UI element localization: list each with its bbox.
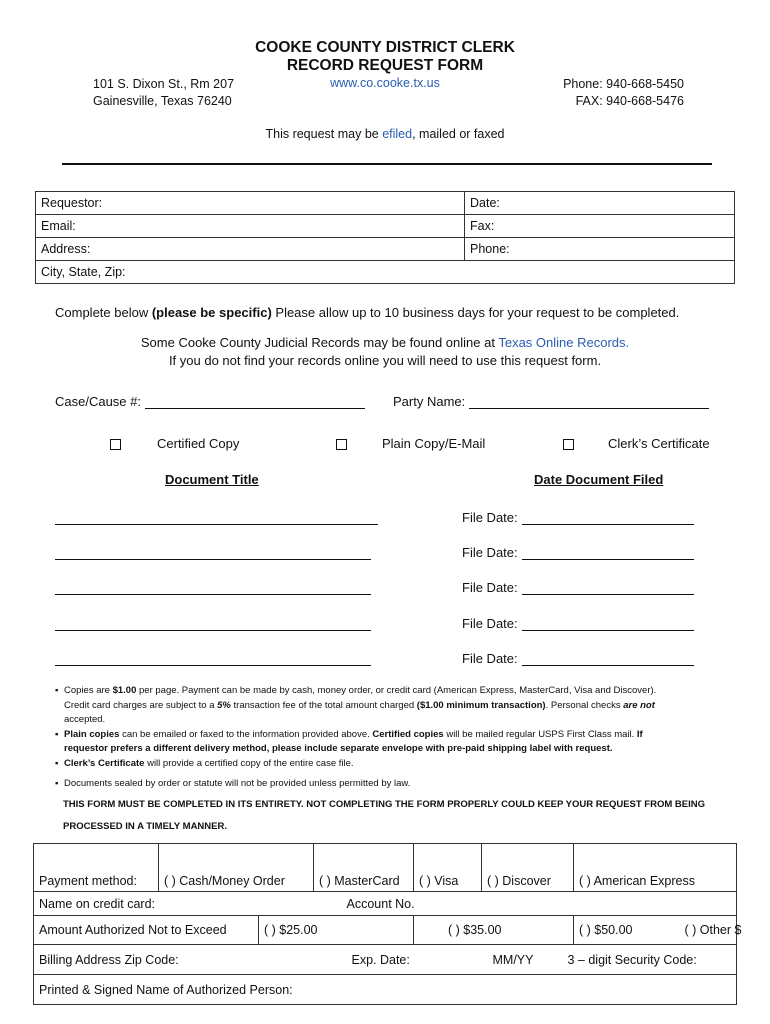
certified-copy-label: Certified Copy — [157, 436, 240, 451]
address-line2: Gainesville, Texas 76240 — [93, 94, 232, 108]
plain-copy-checkbox[interactable] — [336, 439, 347, 450]
note-copies: ▪ Copies are $1.00 per page. Payment can be made by cash, money order, or credit card (American Express, MasterCard, Visa and Discover). — [55, 685, 657, 696]
clerk-phone-fax — [563, 76, 684, 110]
phone-field[interactable]: Phone: — [465, 238, 735, 261]
contact-table — [35, 191, 735, 284]
date-filed-header: Date Document Filed — [534, 472, 664, 487]
file-date-field[interactable] — [462, 545, 694, 560]
mmyy-label: MM/YY — [492, 952, 534, 967]
payment-table — [33, 843, 742, 1005]
fax-field[interactable]: Fax: — [465, 215, 735, 238]
party-name-field[interactable] — [393, 394, 709, 409]
exp-date-label: Exp. Date: — [351, 952, 410, 967]
date-field[interactable]: Date: — [465, 192, 735, 215]
clerks-certificate-checkbox[interactable] — [563, 439, 574, 450]
security-code-label: 3 – digit Security Code: — [567, 952, 697, 967]
case-cause-field[interactable] — [55, 394, 365, 409]
note-sealed-documents: ▪ Documents sealed by order or statute will not be provided unless permitted by law. — [55, 778, 411, 789]
mastercard-option[interactable]: ( ) MasterCard — [314, 844, 414, 892]
billing-exp-security-row[interactable] — [34, 945, 737, 975]
american-express-option[interactable]: ( ) American Express — [574, 844, 737, 892]
efile-link[interactable]: efiled — [382, 127, 413, 141]
phone-number: Phone: 940-668-5450 — [563, 77, 684, 91]
header-divider — [62, 163, 712, 165]
efile-pre: This request may be — [265, 127, 383, 141]
cash-money-order-option[interactable]: ( ) Cash/Money Order — [159, 844, 314, 892]
requestor-field[interactable]: Requestor: — [36, 192, 465, 215]
authorized-signature-field[interactable]: Printed & Signed Name of Authorized Person: — [34, 975, 737, 1005]
fax-number: FAX: 940-668-5476 — [575, 94, 684, 108]
clerks-certificate-label: Clerk’s Certificate — [608, 436, 710, 451]
note-credit-charges: Credit card charges are subject to a 5% transaction fee of the total amount charged ($1.00 minimum transaction). Personal checks are not — [64, 699, 655, 711]
billing-zip-label: Billing Address Zip Code: — [39, 952, 179, 967]
file-date-blank[interactable] — [522, 580, 694, 595]
discover-option[interactable]: ( ) Discover — [482, 844, 574, 892]
online-line2: If you do not find your records online you will need to use this request form. — [168, 353, 602, 368]
file-date-field[interactable] — [462, 651, 694, 666]
document-title-blank[interactable] — [55, 665, 371, 666]
visa-option[interactable]: ( ) Visa — [414, 844, 482, 892]
complete-post: Please allow up to 10 business days for your request to be completed. — [271, 305, 680, 320]
account-number-label: Account No. — [346, 896, 415, 911]
address-field[interactable]: Address: — [36, 238, 465, 261]
note-plain-copies: ▪ Plain copies can be emailed or faxed to the information provided above. Certified copies will be mailed regular USPS First Class mail. If — [55, 728, 643, 740]
complete-pre: Complete below — [55, 305, 152, 320]
form-title-line1: COOKE COUNTY DISTRICT CLERK — [255, 39, 515, 56]
clerks-certificate-option[interactable] — [563, 436, 710, 451]
party-blank[interactable] — [469, 408, 709, 409]
amount-other-option[interactable]: ( ) Other $ — [684, 923, 742, 937]
file-date-blank[interactable] — [522, 651, 694, 666]
file-date-field[interactable] — [462, 510, 694, 525]
file-date-label: File Date: — [462, 651, 518, 666]
amount-50-option[interactable]: ( ) $50.00 — [579, 923, 633, 937]
certified-copy-checkbox[interactable] — [110, 439, 121, 450]
case-blank[interactable] — [145, 408, 365, 409]
online-records-note — [0, 334, 770, 370]
file-date-label: File Date: — [462, 510, 518, 525]
document-title-blank[interactable] — [55, 630, 371, 631]
plain-copy-option[interactable] — [336, 436, 485, 451]
efile-post: , mailed or faxed — [412, 127, 505, 141]
name-account-row[interactable] — [34, 892, 737, 916]
note-accepted: accepted. — [64, 714, 106, 725]
amount-25-option[interactable]: ( ) $25.00 — [259, 916, 414, 945]
city-state-zip-field[interactable]: City, State, Zip: — [36, 261, 735, 284]
file-date-field[interactable] — [462, 616, 694, 631]
case-label: Case/Cause #: — [55, 394, 141, 409]
file-date-field[interactable] — [462, 580, 694, 595]
party-label: Party Name: — [393, 394, 466, 409]
notes-list — [55, 684, 725, 792]
note-delivery: requestor prefers a different delivery method, please include separate envelope with pre-paid shipping label with request. — [64, 743, 613, 754]
file-date-blank[interactable] — [522, 616, 694, 631]
file-date-label: File Date: — [462, 580, 518, 595]
payment-method-label: Payment method: — [34, 844, 159, 892]
note-clerks-certificate: ▪ Clerk’s Certificate will provide a certified copy of the entire case file. — [55, 757, 354, 769]
online-pre: Some Cooke County Judicial Records may be found online at — [140, 335, 499, 350]
document-title-blank[interactable] — [55, 559, 371, 560]
file-date-label: File Date: — [462, 545, 518, 560]
address-line1: 101 S. Dixon St., Rm 207 — [93, 77, 235, 91]
amount-50-other-cell[interactable] — [574, 916, 742, 945]
website-link[interactable]: www.co.cooke.tx.us — [330, 76, 440, 90]
document-title-blank[interactable] — [55, 524, 378, 525]
file-date-blank[interactable] — [522, 510, 694, 525]
efile-note — [0, 127, 770, 141]
certified-copy-option[interactable] — [110, 436, 239, 451]
texas-online-records-link[interactable]: Texas Online Records. — [498, 335, 630, 350]
warning-line1: THIS FORM MUST BE COMPLETED IN ITS ENTIRETY. NOT COMPLETING THE FORM PROPERLY COULD KEEP YOUR REQUEST FROM BEING — [63, 799, 705, 810]
form-title-line2: RECORD REQUEST FORM — [286, 57, 484, 74]
file-date-label: File Date: — [462, 616, 518, 631]
document-title-header: Document Title — [165, 472, 259, 487]
complete-instructions — [55, 305, 679, 320]
email-field[interactable]: Email: — [36, 215, 465, 238]
name-on-card-label: Name on credit card: — [39, 896, 156, 911]
file-date-blank[interactable] — [522, 545, 694, 560]
amount-35-option[interactable]: ( ) $35.00 — [414, 916, 574, 945]
plain-copy-label: Plain Copy/E-Mail — [382, 436, 486, 451]
document-title-blank[interactable] — [55, 594, 371, 595]
complete-bold: (please be specific) — [151, 305, 272, 320]
amount-authorized-label: Amount Authorized Not to Exceed — [34, 916, 259, 945]
warning-line2: PROCESSED IN A TIMELY MANNER. — [63, 821, 227, 832]
